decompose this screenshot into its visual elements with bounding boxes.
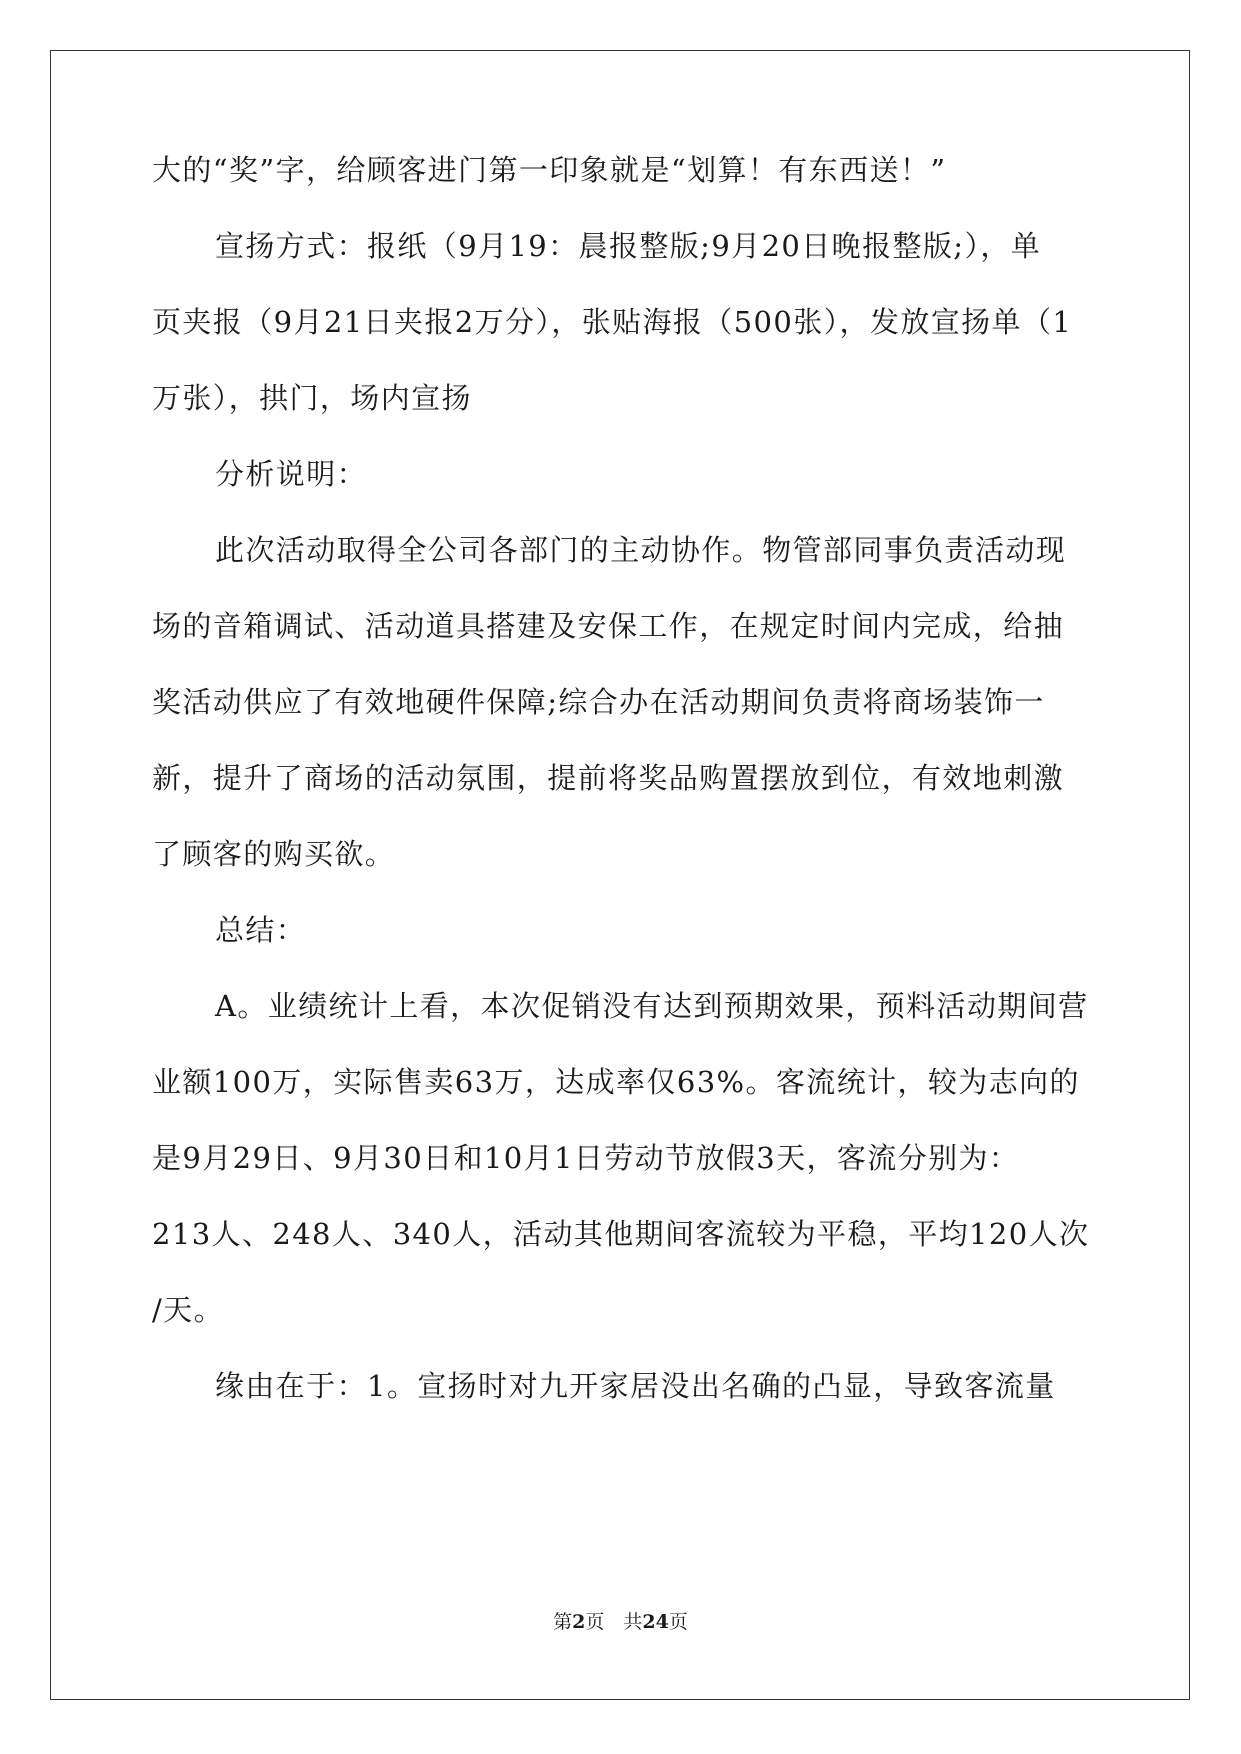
text-line: 总结： xyxy=(215,913,307,947)
text-line: 万张），拱门，场内宣扬 xyxy=(152,381,472,415)
page-footer xyxy=(0,1610,1241,1634)
text-line: 了顾客的购买欲。 xyxy=(152,837,396,871)
current-page-number: 2 xyxy=(572,1611,586,1633)
footer-prefix: 第 xyxy=(553,1611,573,1633)
text-line: 新，提升了商场的活动氛围，提前将奖品购置摆放到位，有效地刺激 xyxy=(152,761,1065,795)
footer-middle: 页 共 xyxy=(585,1611,643,1633)
page-border xyxy=(50,50,1190,1700)
text-line: 业额100万，实际售卖63万，达成率仅63%。客流统计，较为志向的 xyxy=(152,1065,1080,1099)
total-pages-number: 24 xyxy=(642,1611,669,1633)
text-line: 大的“奖”字，给顾客进门第一印象就是“划算！有东西送！” xyxy=(152,153,947,187)
text-line: 奖活动供应了有效地硬件保障;综合办在活动期间负责将商场装饰一 xyxy=(152,685,1045,719)
text-line: 213人、248人、340人，活动其他期间客流较为平稳，平均120人次 xyxy=(152,1217,1090,1251)
text-line: 宣扬方式：报纸（9月19：晨报整版;9月20日晚报整版;），单 xyxy=(215,229,1042,263)
footer-suffix: 页 xyxy=(668,1611,688,1633)
text-line: 缘由在于：1。宣扬时对九开家居没出名确的凸显，导致客流量 xyxy=(215,1369,1056,1403)
text-line: A。业绩统计上看，本次促销没有达到预期效果，预料活动期间营 xyxy=(215,989,1089,1023)
text-line: 分析说明： xyxy=(215,457,368,491)
text-line: 此次活动取得全公司各部门的主动协作。物管部同事负责活动现 xyxy=(215,533,1067,567)
text-line: /天。 xyxy=(152,1293,224,1327)
text-line: 页夹报（9月21日夹报2万分），张贴海报（500张），发放宣扬单（1 xyxy=(152,305,1073,339)
text-line: 是9月29日、9月30日和10月1日劳动节放假3天，客流分别为： xyxy=(152,1141,1020,1175)
text-line: 场的音箱调试、活动道具搭建及安保工作，在规定时间内完成，给抽 xyxy=(152,609,1065,643)
